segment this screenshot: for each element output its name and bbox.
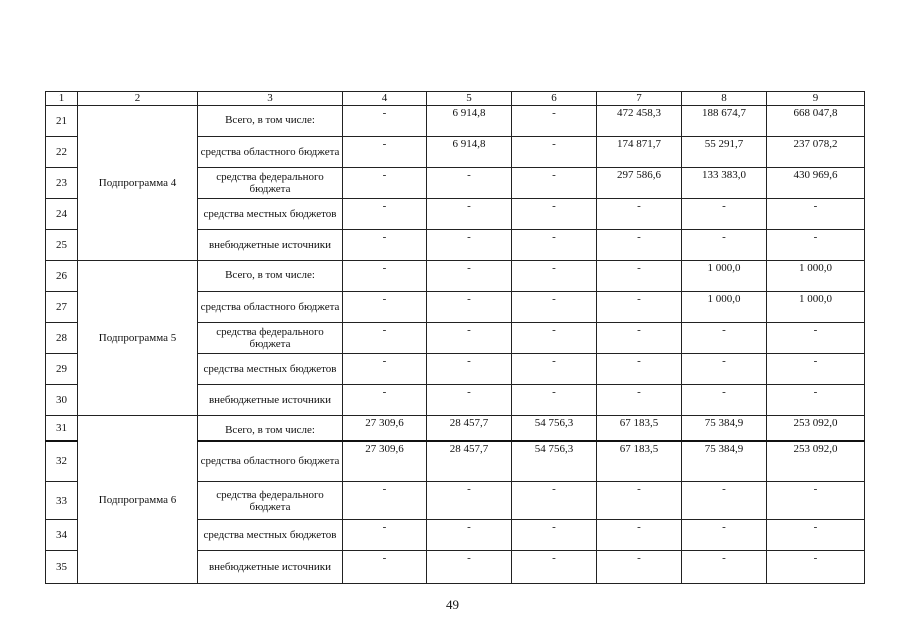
value-cell: - xyxy=(597,482,682,520)
value-cell: - xyxy=(682,385,767,416)
funding-source: средства областного бюджета xyxy=(198,137,343,168)
value-cell: 6 914,8 xyxy=(427,106,512,137)
value-cell: 253 092,0 xyxy=(767,416,865,441)
value-cell: - xyxy=(512,385,597,416)
value-cell: - xyxy=(512,261,597,292)
value-cell: - xyxy=(427,168,512,199)
value-cell: - xyxy=(767,323,865,354)
value-cell: - xyxy=(682,230,767,261)
subprogram-name: Подпрограмма 5 xyxy=(78,261,198,416)
row-number: 25 xyxy=(46,230,78,261)
header-cell: 6 xyxy=(512,92,597,106)
value-cell: 188 674,7 xyxy=(682,106,767,137)
row-number: 29 xyxy=(46,354,78,385)
value-cell: - xyxy=(512,551,597,584)
value-cell: - xyxy=(597,230,682,261)
header-cell: 3 xyxy=(198,92,343,106)
value-cell: 133 383,0 xyxy=(682,168,767,199)
value-cell: - xyxy=(512,482,597,520)
value-cell: - xyxy=(427,354,512,385)
value-cell: - xyxy=(767,520,865,551)
value-cell: 253 092,0 xyxy=(767,441,865,482)
value-cell: 27 309,6 xyxy=(343,441,427,482)
value-cell: 54 756,3 xyxy=(512,441,597,482)
value-cell: - xyxy=(427,323,512,354)
header-row xyxy=(46,92,865,106)
table-row xyxy=(46,261,865,292)
value-cell: - xyxy=(512,323,597,354)
funding-source: Всего, в том числе: xyxy=(198,261,343,292)
table-row xyxy=(46,416,865,441)
value-cell: - xyxy=(682,199,767,230)
value-cell: 237 078,2 xyxy=(767,137,865,168)
row-number: 26 xyxy=(46,261,78,292)
funding-source: средства областного бюджета xyxy=(198,441,343,482)
funding-source: Всего, в том числе: xyxy=(198,106,343,137)
value-cell: - xyxy=(343,292,427,323)
value-cell: - xyxy=(767,551,865,584)
funding-source: средства местных бюджетов xyxy=(198,354,343,385)
row-number: 21 xyxy=(46,106,78,137)
value-cell: - xyxy=(767,199,865,230)
row-number: 27 xyxy=(46,292,78,323)
value-cell: 28 457,7 xyxy=(427,441,512,482)
row-number: 35 xyxy=(46,551,78,584)
table-body xyxy=(46,92,865,584)
value-cell: - xyxy=(512,106,597,137)
header-cell: 5 xyxy=(427,92,512,106)
value-cell: - xyxy=(427,385,512,416)
value-cell: - xyxy=(512,354,597,385)
value-cell: - xyxy=(767,482,865,520)
value-cell: 27 309,6 xyxy=(343,416,427,441)
header-cell: 7 xyxy=(597,92,682,106)
value-cell: - xyxy=(512,137,597,168)
value-cell: 75 384,9 xyxy=(682,441,767,482)
subprogram-name: Подпрограмма 4 xyxy=(78,106,198,261)
header-cell: 2 xyxy=(78,92,198,106)
subprogram-name: Подпрограмма 6 xyxy=(78,416,198,584)
funding-source: средства местных бюджетов xyxy=(198,199,343,230)
value-cell: - xyxy=(767,354,865,385)
funding-source: внебюджетные источники xyxy=(198,230,343,261)
value-cell: - xyxy=(597,385,682,416)
funding-source: внебюджетные источники xyxy=(198,551,343,584)
funding-source: средства федерального бюджета xyxy=(198,168,343,199)
funding-source: внебюджетные источники xyxy=(198,385,343,416)
value-cell: - xyxy=(343,168,427,199)
funding-source: средства областного бюджета xyxy=(198,292,343,323)
budget-table xyxy=(45,91,865,584)
value-cell: 28 457,7 xyxy=(427,416,512,441)
value-cell: 75 384,9 xyxy=(682,416,767,441)
row-number: 31 xyxy=(46,416,78,441)
value-cell: - xyxy=(343,354,427,385)
value-cell: - xyxy=(343,230,427,261)
value-cell: 67 183,5 xyxy=(597,441,682,482)
funding-source: Всего, в том числе: xyxy=(198,416,343,441)
funding-source: средства местных бюджетов xyxy=(198,520,343,551)
row-number: 28 xyxy=(46,323,78,354)
value-cell: - xyxy=(682,323,767,354)
value-cell: - xyxy=(512,199,597,230)
value-cell: - xyxy=(512,292,597,323)
value-cell: - xyxy=(427,292,512,323)
value-cell: - xyxy=(343,551,427,584)
value-cell: - xyxy=(427,230,512,261)
value-cell: - xyxy=(597,551,682,584)
value-cell: - xyxy=(343,482,427,520)
value-cell: - xyxy=(682,520,767,551)
value-cell: 6 914,8 xyxy=(427,137,512,168)
value-cell: - xyxy=(597,520,682,551)
value-cell: 668 047,8 xyxy=(767,106,865,137)
value-cell: - xyxy=(597,354,682,385)
value-cell: - xyxy=(343,385,427,416)
value-cell: 174 871,7 xyxy=(597,137,682,168)
value-cell: - xyxy=(512,520,597,551)
value-cell: - xyxy=(682,354,767,385)
value-cell: - xyxy=(343,520,427,551)
value-cell: - xyxy=(767,385,865,416)
value-cell: - xyxy=(427,261,512,292)
value-cell: 472 458,3 xyxy=(597,106,682,137)
value-cell: - xyxy=(682,551,767,584)
header-cell: 1 xyxy=(46,92,78,106)
row-number: 24 xyxy=(46,199,78,230)
header-cell: 9 xyxy=(767,92,865,106)
value-cell: - xyxy=(343,199,427,230)
value-cell: 1 000,0 xyxy=(767,292,865,323)
value-cell: - xyxy=(427,520,512,551)
value-cell: - xyxy=(512,168,597,199)
row-number: 22 xyxy=(46,137,78,168)
value-cell: 67 183,5 xyxy=(597,416,682,441)
row-number: 33 xyxy=(46,482,78,520)
value-cell: - xyxy=(512,230,597,261)
value-cell: 55 291,7 xyxy=(682,137,767,168)
value-cell: - xyxy=(427,482,512,520)
value-cell: 54 756,3 xyxy=(512,416,597,441)
header-cell: 4 xyxy=(343,92,427,106)
value-cell: - xyxy=(343,137,427,168)
value-cell: - xyxy=(597,292,682,323)
value-cell: - xyxy=(597,199,682,230)
value-cell: - xyxy=(343,106,427,137)
value-cell: - xyxy=(343,261,427,292)
value-cell: - xyxy=(767,230,865,261)
table-row xyxy=(46,106,865,137)
row-number: 23 xyxy=(46,168,78,199)
value-cell: 430 969,6 xyxy=(767,168,865,199)
value-cell: 1 000,0 xyxy=(767,261,865,292)
funding-source: средства федерального бюджета xyxy=(198,323,343,354)
page-number: 49 xyxy=(446,597,459,612)
value-cell: 1 000,0 xyxy=(682,261,767,292)
value-cell: - xyxy=(427,199,512,230)
row-number: 32 xyxy=(46,441,78,482)
funding-source: средства федерального бюджета xyxy=(198,482,343,520)
row-number: 30 xyxy=(46,385,78,416)
value-cell: - xyxy=(682,482,767,520)
value-cell: - xyxy=(597,323,682,354)
value-cell: 1 000,0 xyxy=(682,292,767,323)
value-cell: 297 586,6 xyxy=(597,168,682,199)
value-cell: - xyxy=(343,323,427,354)
header-cell: 8 xyxy=(682,92,767,106)
value-cell: - xyxy=(427,551,512,584)
value-cell: - xyxy=(597,261,682,292)
row-number: 34 xyxy=(46,520,78,551)
